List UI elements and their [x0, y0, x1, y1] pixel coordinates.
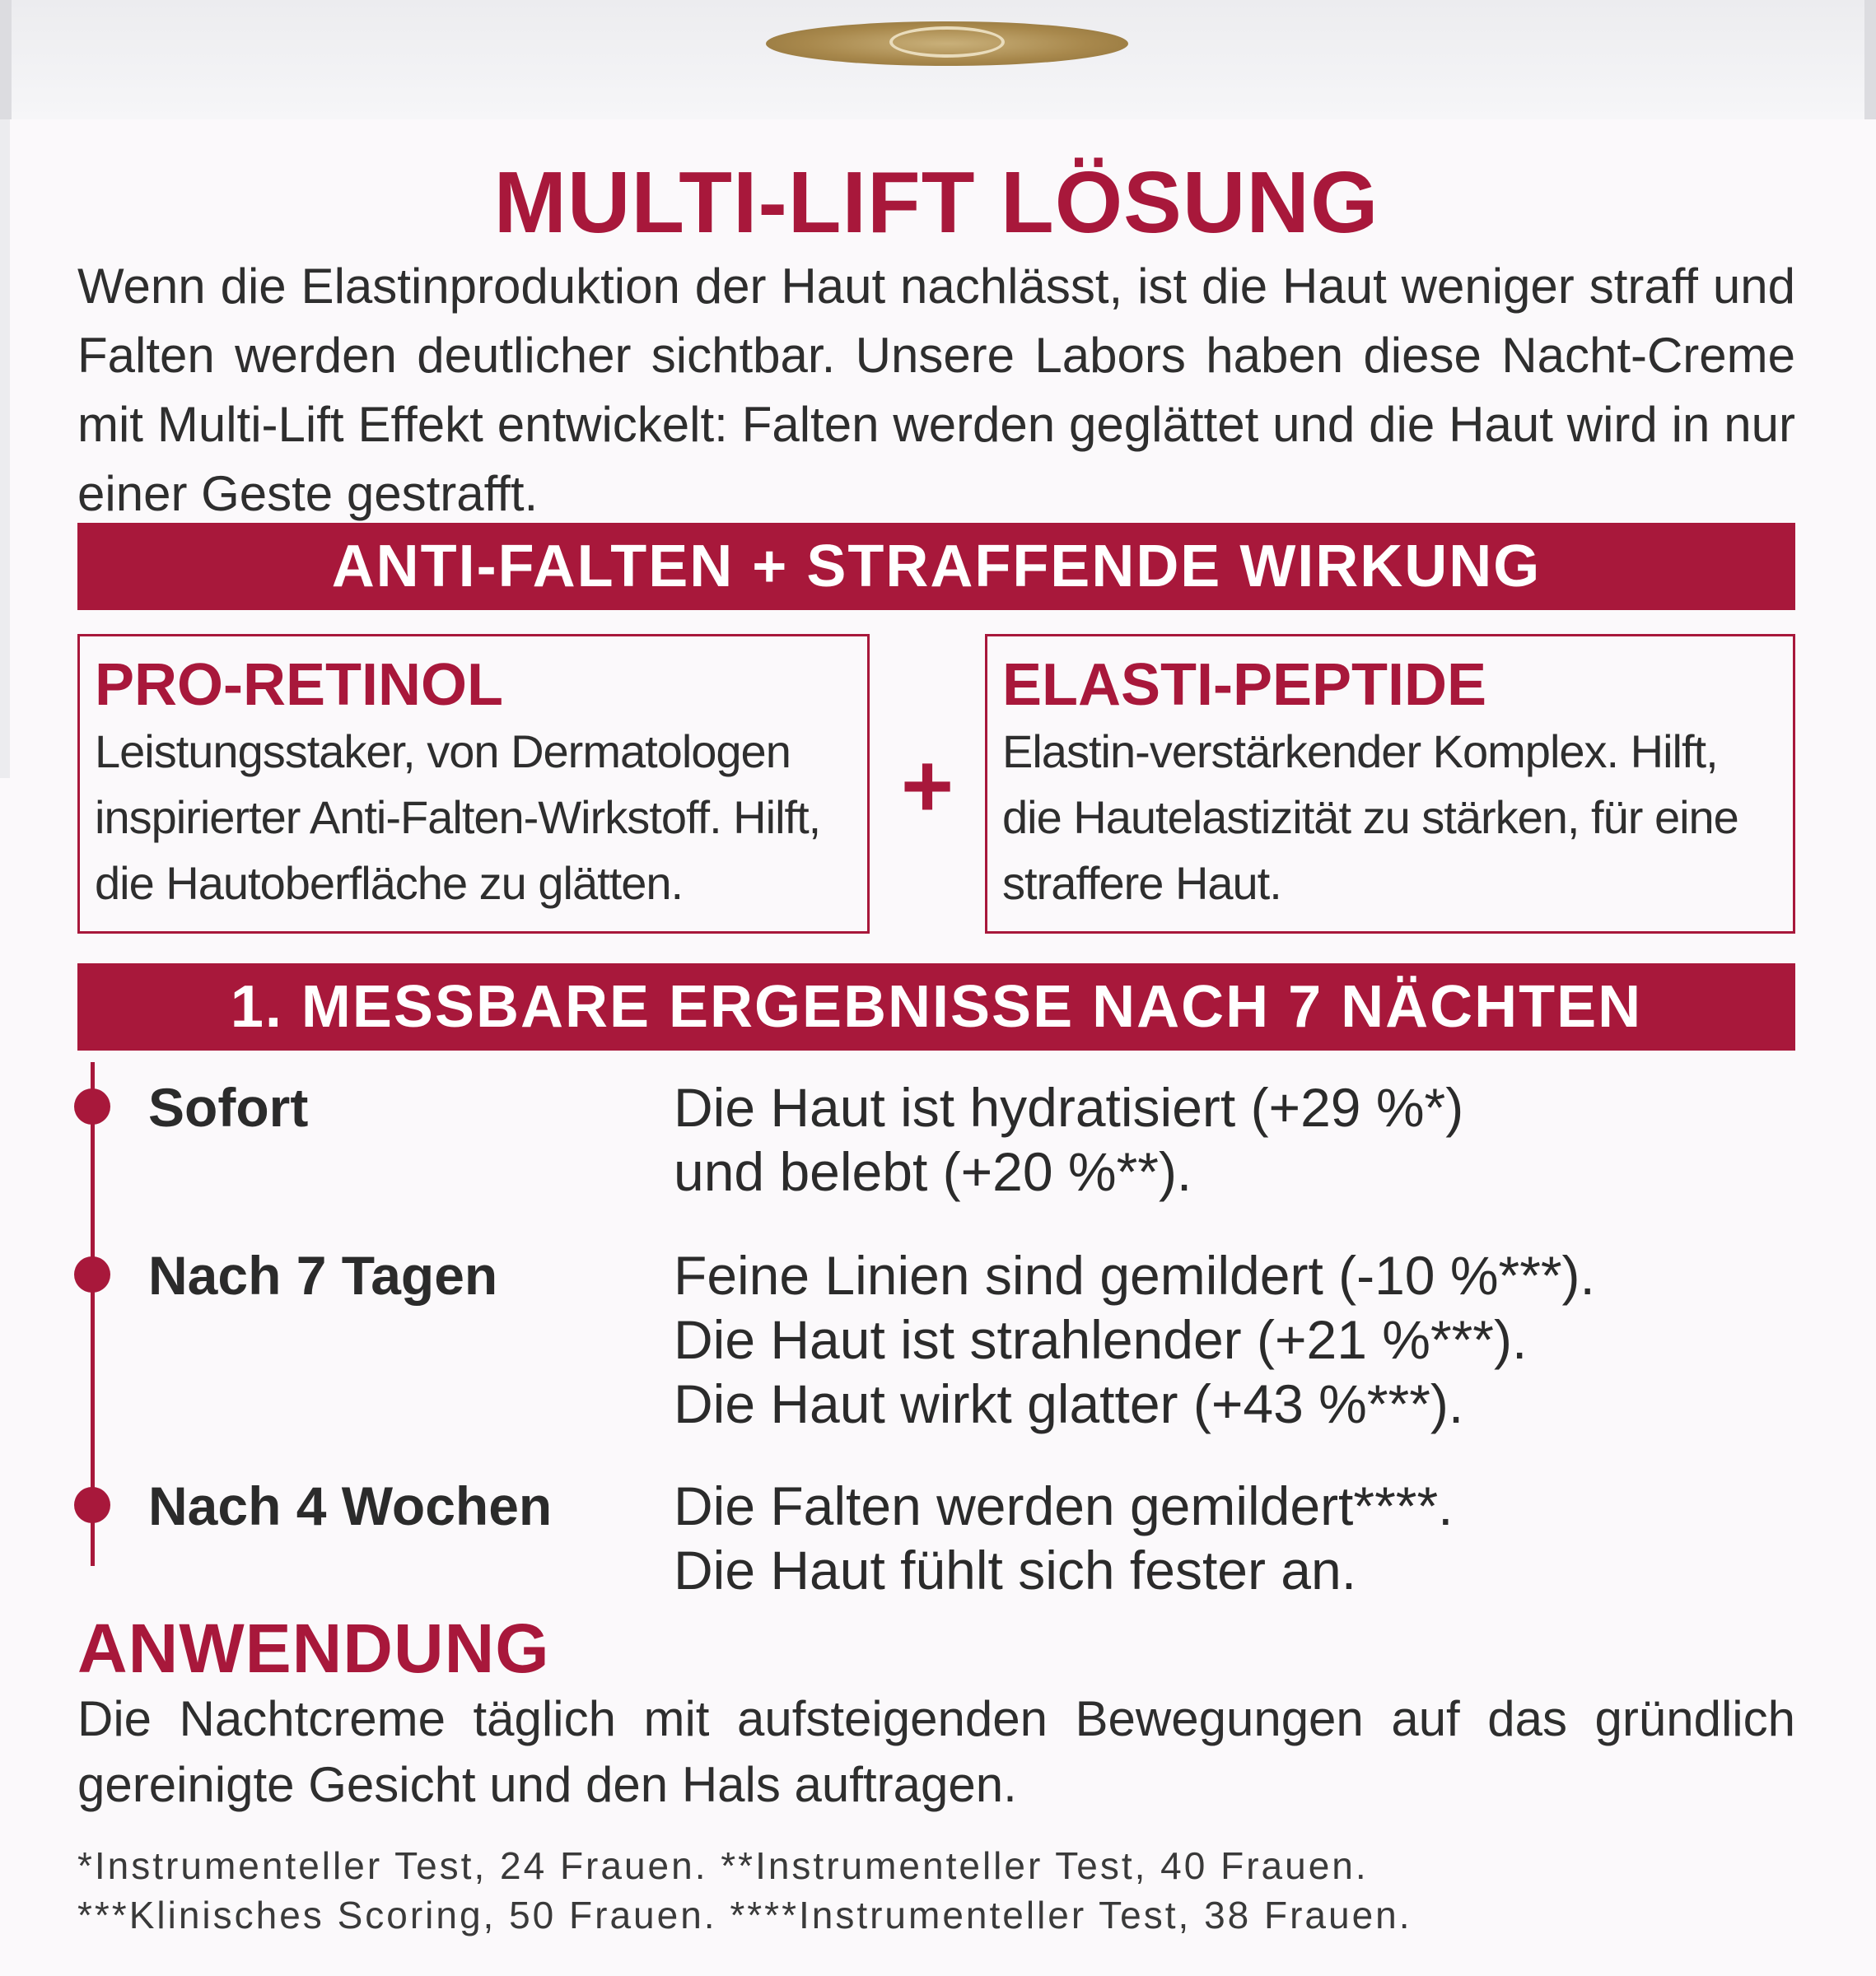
- page-title: MULTI-LIFT LÖSUNG: [493, 154, 1379, 251]
- timeline-dot-icon: [74, 1088, 110, 1125]
- emblem-ring: [889, 26, 1005, 58]
- results-banner: 1. MESSBARE ERGEBNISSE NACH 7 NÄCHTEN: [77, 963, 1795, 1051]
- timeline-line-text: Die Haut wirkt glatter (+43 %***).: [674, 1373, 1464, 1434]
- timeline-label-7-tage: Nach 7 Tagen: [148, 1245, 498, 1306]
- ingredient-description: Leistungsstaker, von Dermatologen inspirierter Anti-Falten-Wirkstoff. Hilft, die Hautoberfläche zu glätten.: [95, 725, 821, 909]
- usage-title: ANWENDUNG: [77, 1610, 550, 1687]
- ingredient-title: PRO-RETINOL: [95, 652, 503, 718]
- ingredient-box-elasti-peptide: [985, 634, 1795, 934]
- ingredient-box-pro-retinol: [77, 634, 870, 934]
- lid-edge-left: [0, 0, 12, 119]
- intro-text: Wenn die Elastinproduktion der Haut nachlässt, ist die Haut weniger straff und Falten werden deutlicher sichtbar. Unsere Labors haben diese Nacht-Creme mit Multi-Lift Effekt entwickelt: Falten werden geglättet und die Haut wird in nur einer Geste gestrafft.: [77, 259, 1795, 521]
- footnote: *Instrumenteller Test, 24 Frauen. **Instrumenteller Test, 40 Frauen.: [77, 1844, 1369, 1887]
- timeline-label-sofort: Sofort: [148, 1077, 309, 1138]
- timeline-text-sofort: [674, 1075, 1795, 1204]
- timeline-line-text: Die Haut ist strahlender (+21 %***).: [674, 1309, 1528, 1370]
- panel-edge: [0, 119, 10, 778]
- ingredient-description: Elastin-verstärkender Komplex. Hilft, die Hautelastizität zu stärken, für eine straffere Haut.: [1002, 725, 1738, 909]
- timeline-dot-icon: [74, 1487, 110, 1523]
- timeline-line-text: und belebt (+20 %**).: [674, 1141, 1192, 1202]
- brand-emblem: [766, 21, 1128, 66]
- timeline-line-text: Die Falten werden gemildert****.: [674, 1475, 1454, 1536]
- timeline-text-7-tage: [674, 1243, 1795, 1436]
- ingredient-title: ELASTI-PEPTIDE: [1002, 652, 1487, 718]
- timeline-line-text: Die Haut fühlt sich fester an.: [674, 1540, 1357, 1601]
- timeline-line-text: Die Haut ist hydratisiert (+29 %*): [674, 1077, 1464, 1138]
- timeline-dot-icon: [74, 1256, 110, 1293]
- timeline-line-text: Feine Linien sind gemildert (-10 %***).: [674, 1245, 1595, 1306]
- usage-text: Die Nachtcreme täglich mit aufsteigenden Bewegungen auf das gründlich gereinigte Gesicht und den Hals auftragen.: [77, 1691, 1795, 1812]
- footnote: ***Klinisches Scoring, 50 Frauen. ****Instrumenteller Test, 38 Frauen.: [77, 1894, 1412, 1936]
- timeline-label-4-wochen: Nach 4 Wochen: [148, 1475, 553, 1536]
- lid-edge-right: [1864, 0, 1876, 119]
- plus-icon: +: [900, 735, 954, 837]
- effect-banner: ANTI-FALTEN + STRAFFENDE WIRKUNG: [77, 523, 1795, 610]
- timeline-text-4-wochen: [674, 1474, 1795, 1602]
